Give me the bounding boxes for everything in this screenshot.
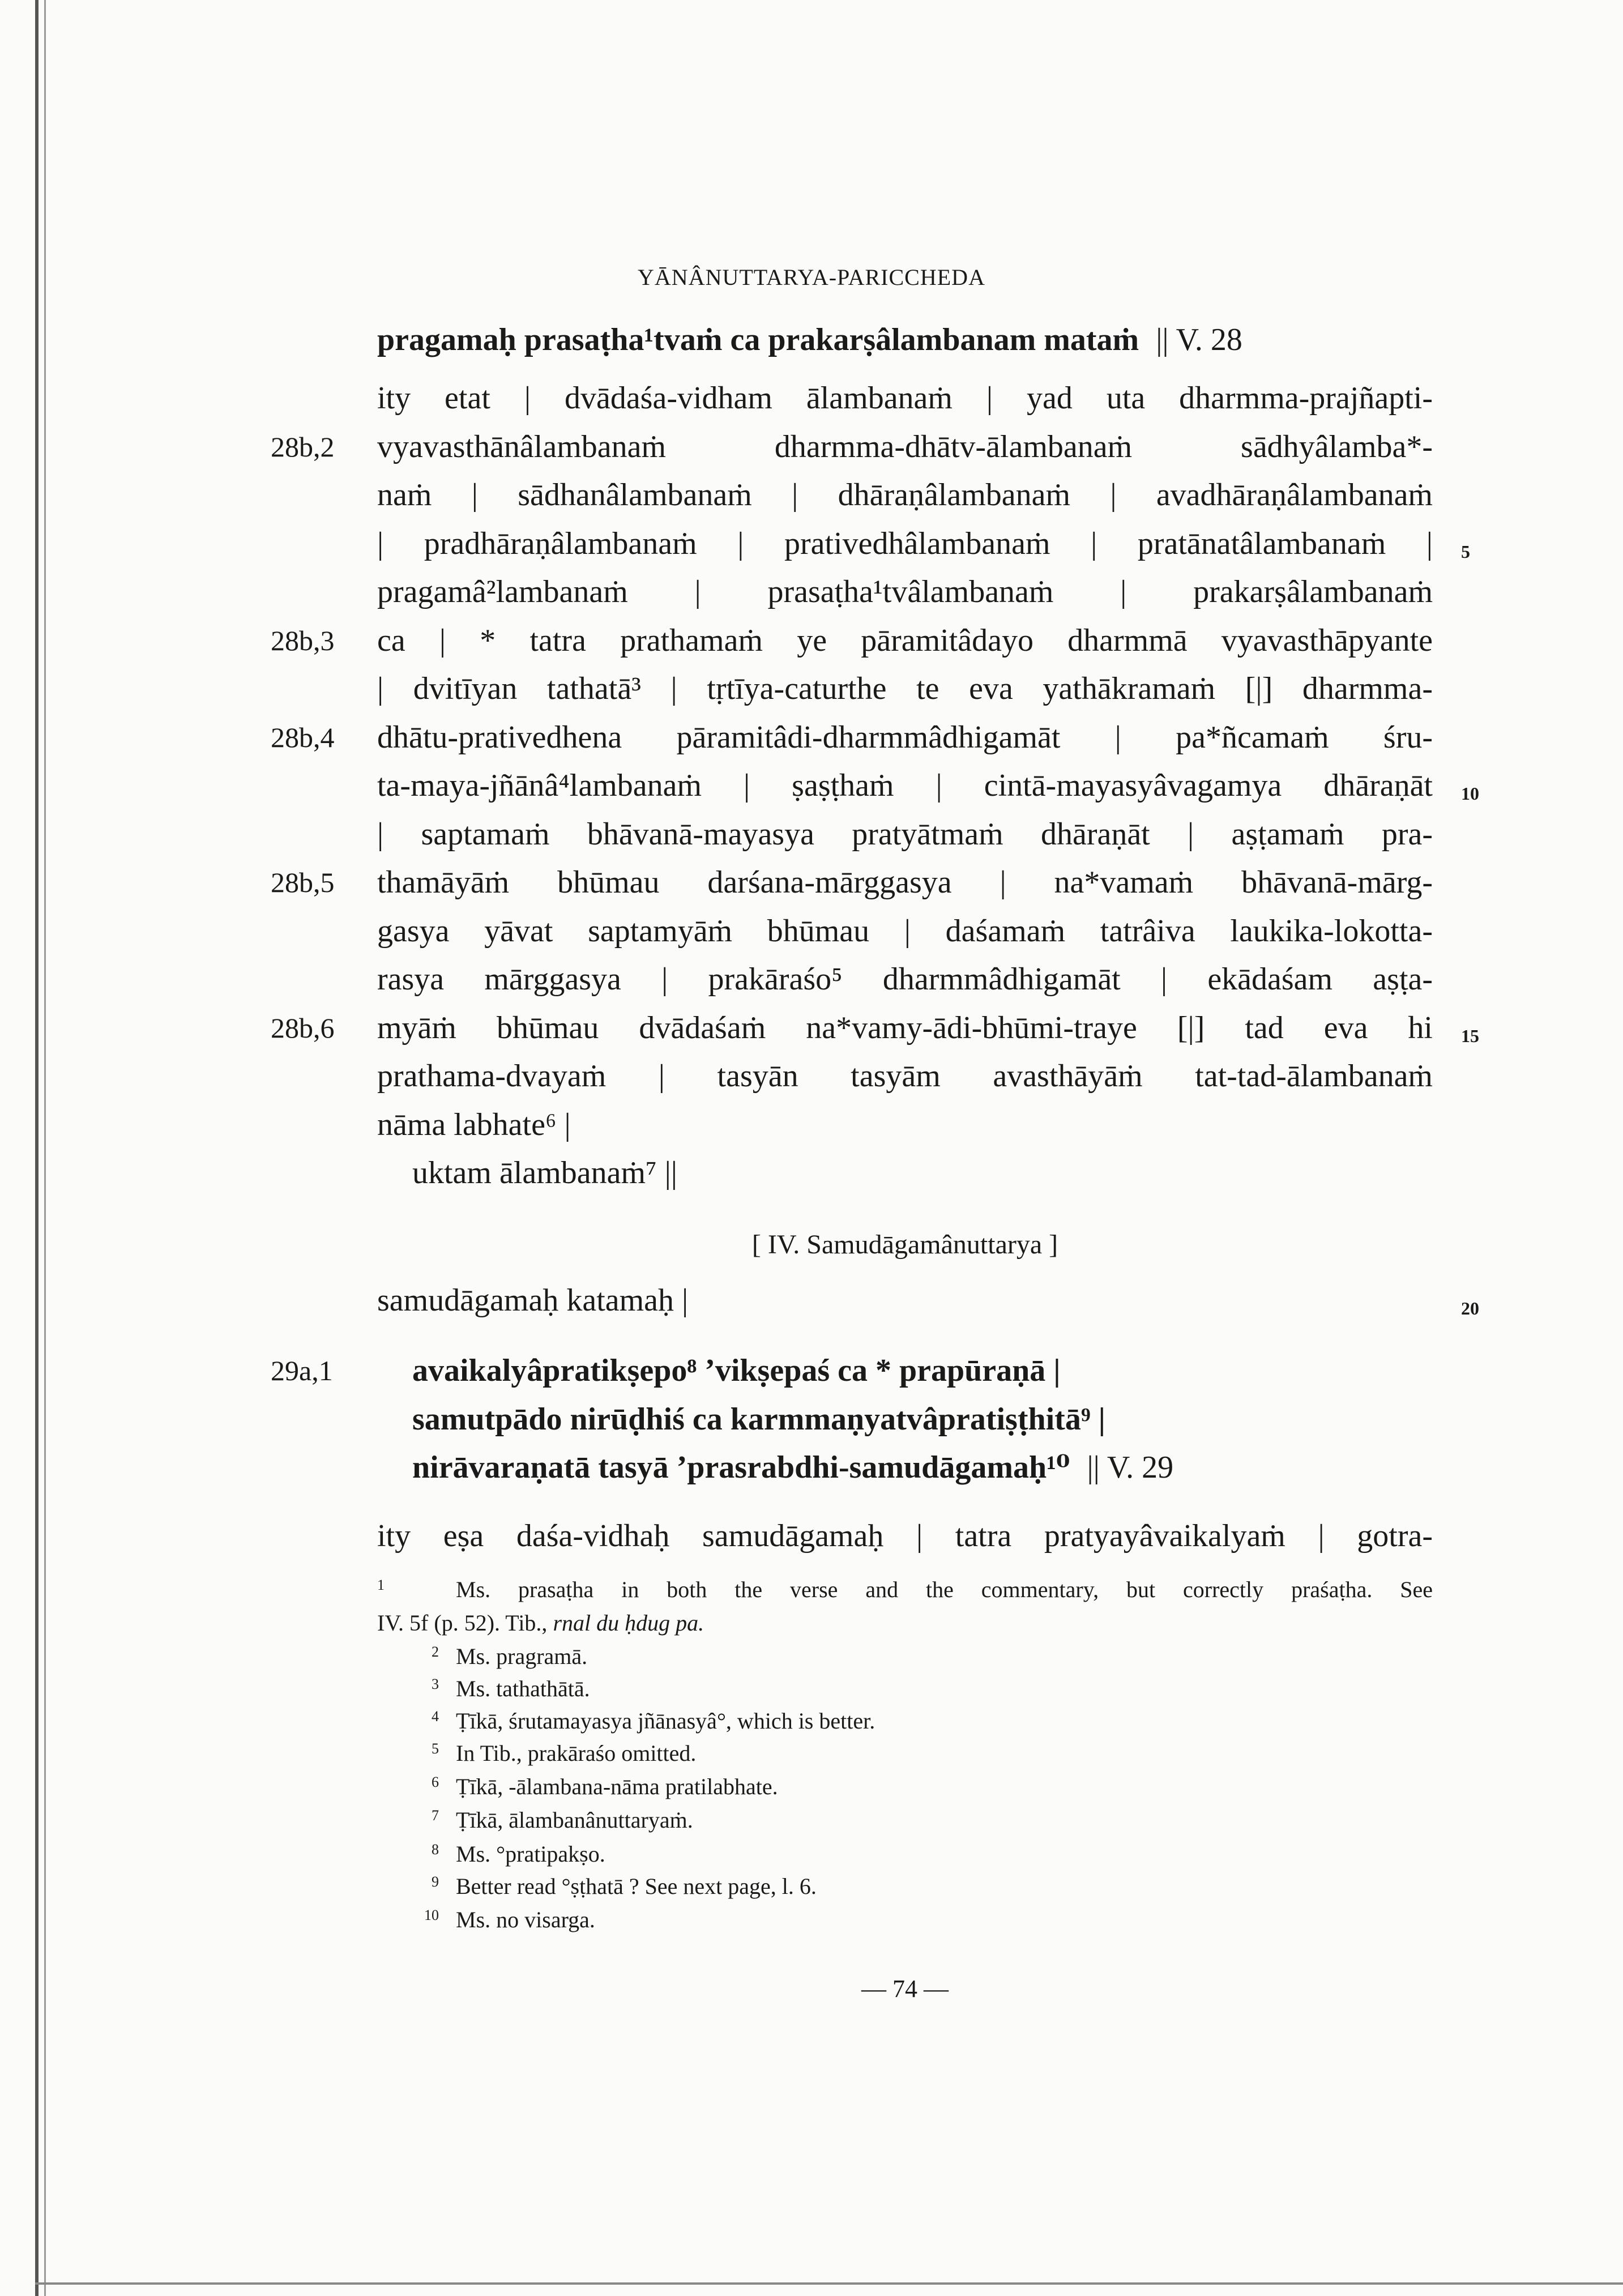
folio-marker: 29a,1 <box>271 1355 333 1386</box>
body-line: ca | * tatra prathamaṁ ye pāramitâdayo dharmmā vyavasthāpyante <box>377 623 1433 658</box>
footnote-number: 7 <box>432 1807 439 1824</box>
running-header: YĀNÂNUTTARYA-PARICCHEDA <box>638 264 985 290</box>
verse-28-ref: || V. 28 <box>1156 322 1242 357</box>
footnote-number: 5 <box>432 1740 439 1757</box>
footnote <box>377 1837 1433 1871</box>
footnote <box>377 1803 1433 1837</box>
folio-marker: 28b,5 <box>271 867 335 898</box>
line-number: 5 <box>1461 541 1470 562</box>
footnote-text: Better read °ṣṭhatā ? See next page, l. 6. <box>456 1873 817 1899</box>
verse-29-line: samutpādo nirūḍhiś ca karmmaṇyatvâpratiṣṭhitā⁹ | <box>412 1402 1105 1437</box>
verse-29-text: nirāvaraṇatā tasyā ’prasrabdhi-samudāgamaḥ¹⁰ <box>412 1450 1070 1485</box>
footnote-number: 6 <box>432 1774 439 1790</box>
footnote-text: IV. 5f (p. 52). Tib., <box>377 1610 553 1636</box>
footnote-number: 3 <box>432 1676 439 1692</box>
footnote <box>377 1770 1433 1803</box>
footnote <box>377 1870 1433 1903</box>
folio-marker: 28b,4 <box>271 722 335 753</box>
body-line: | saptamaṁ bhāvanā-mayasya pratyātmaṁ dhāraṇāt | aṣṭamaṁ pra- <box>377 817 1433 852</box>
footnote <box>377 1903 1433 1936</box>
verse-29-ref: || V. 29 <box>1087 1450 1174 1485</box>
scan-bottom-edge <box>35 2282 1623 2285</box>
body-line: thamāyāṁ bhūmau darśana-mārggasya | na*vamaṁ bhāvanā-mārg- <box>377 865 1433 900</box>
footnote-continuation <box>377 1606 1433 1640</box>
verse-29-line <box>412 1443 1468 1492</box>
folio-marker: 28b,3 <box>271 625 335 656</box>
folio-marker: 28b,6 <box>271 1012 335 1044</box>
folio-marker: 28b,2 <box>271 431 335 463</box>
body-line: nāma labhate⁶ | <box>377 1107 571 1142</box>
footnote-text: In Tib., prakāraśo omitted. <box>456 1740 697 1766</box>
footnote-number: 10 <box>424 1907 439 1923</box>
body-line: pragamâ²lambanaṁ | prasaṭha¹tvâlambanaṁ | prakarṣâlambanaṁ <box>377 574 1433 609</box>
body-line: | dvitīyan tathatā³ | tṛtīya-caturthe te eva yathākramaṁ [|] dharmma- <box>377 671 1433 706</box>
body-line: gasya yāvat saptamyāṁ bhūmau | daśamaṁ tatrâiva laukika-lokotta- <box>377 914 1433 949</box>
footnote-text: Ms. tathathātā. <box>456 1676 590 1701</box>
body-line: vyavasthānâlambanaṁ dharmma-dhātv-ālambanaṁ sādhyâlamba*- <box>377 429 1433 464</box>
footnote-text: Ṭīkā, -ālambana-nāma pratilabhate. <box>456 1774 778 1799</box>
footnote-number: 8 <box>432 1841 439 1858</box>
footnote-text: Ms. °pratipakṣo. <box>456 1841 605 1867</box>
footnote-italic: rnal du ḥdug pa. <box>553 1610 704 1636</box>
footnote <box>377 1573 1433 1606</box>
footnote <box>377 1640 1433 1673</box>
footnote-number: 4 <box>432 1708 439 1725</box>
line-number: 20 <box>1461 1298 1479 1318</box>
footnote-text: Ms. pragramā. <box>456 1644 588 1669</box>
footnote-text: Ms. no visarga. <box>456 1907 595 1932</box>
page-number: — 74 — <box>861 1975 949 2003</box>
verse-29-line: avaikalyâpratikṣepo⁸ ’vikṣepaś ca * prapūraṇā | <box>412 1353 1061 1388</box>
body-line: uktam ālambanaṁ⁷ || <box>412 1155 678 1190</box>
footnote <box>377 1672 1433 1705</box>
body-line: ta-maya-jñānâ⁴lambanaṁ | ṣaṣṭhaṁ | cintā-mayasyâvagamya dhāraṇāt <box>377 768 1433 803</box>
footnote-text: Ṭīkā, ālambanânuttaryaṁ. <box>456 1807 693 1833</box>
line-number: 15 <box>1461 1026 1479 1046</box>
body-line: dhātu-prativedhena pāramitâdi-dharmmâdhigamāt | pa*ñcamaṁ śru- <box>377 720 1433 755</box>
body-line: rasya mārggasya | prakāraśo⁵ dharmmâdhigamāt | ekādaśam aṣṭa- <box>377 962 1433 997</box>
body-line: ity etat | dvādaśa-vidham ālambanaṁ | yad uta dharmma-prajñapti- <box>377 381 1433 416</box>
scan-left-edge <box>35 0 39 2296</box>
section-heading: [ IV. Samudāgamânuttarya ] <box>751 1230 1058 1260</box>
verse-28-line <box>377 315 1433 364</box>
footnote <box>377 1736 1433 1770</box>
footnote-number: 2 <box>432 1644 439 1660</box>
line-number: 10 <box>1461 783 1479 804</box>
verse-28-text: pragamaḥ prasaṭha¹tvaṁ ca prakarṣâlambanam mataṁ <box>377 322 1139 357</box>
body-line: myāṁ bhūmau dvādaśaṁ na*vamy-ādi-bhūmi-traye [|] tad eva hi <box>377 1010 1433 1045</box>
body-line: samudāgamaḥ katamaḥ | <box>377 1283 689 1318</box>
footnote <box>377 1704 1433 1738</box>
body-line: | pradhāraṇâlambanaṁ | prativedhâlambanaṁ | pratānatâlambanaṁ | <box>377 526 1433 561</box>
footnote-number: 9 <box>432 1873 439 1890</box>
body-line: ity eṣa daśa-vidhaḥ samudāgamaḥ | tatra pratyayâvaikalyaṁ | gotra- <box>377 1518 1433 1554</box>
footnote-text: Ṭīkā, śrutamayasya jñānasyâ°, which is better. <box>456 1708 875 1734</box>
scan-left-edge-inner <box>44 0 46 2296</box>
body-line: prathama-dvayaṁ | tasyān tasyām avasthāyāṁ tat-tad-ālambanaṁ <box>377 1059 1433 1094</box>
footnote-number: 1 <box>377 1577 385 1593</box>
footnote-text: Ms. prasaṭha in both the verse and the commentary, but correctly praśaṭha. See <box>456 1577 1433 1602</box>
body-line: naṁ | sādhanâlambanaṁ | dhāraṇâlambanaṁ | avadhāraṇâlambanaṁ <box>377 477 1433 513</box>
